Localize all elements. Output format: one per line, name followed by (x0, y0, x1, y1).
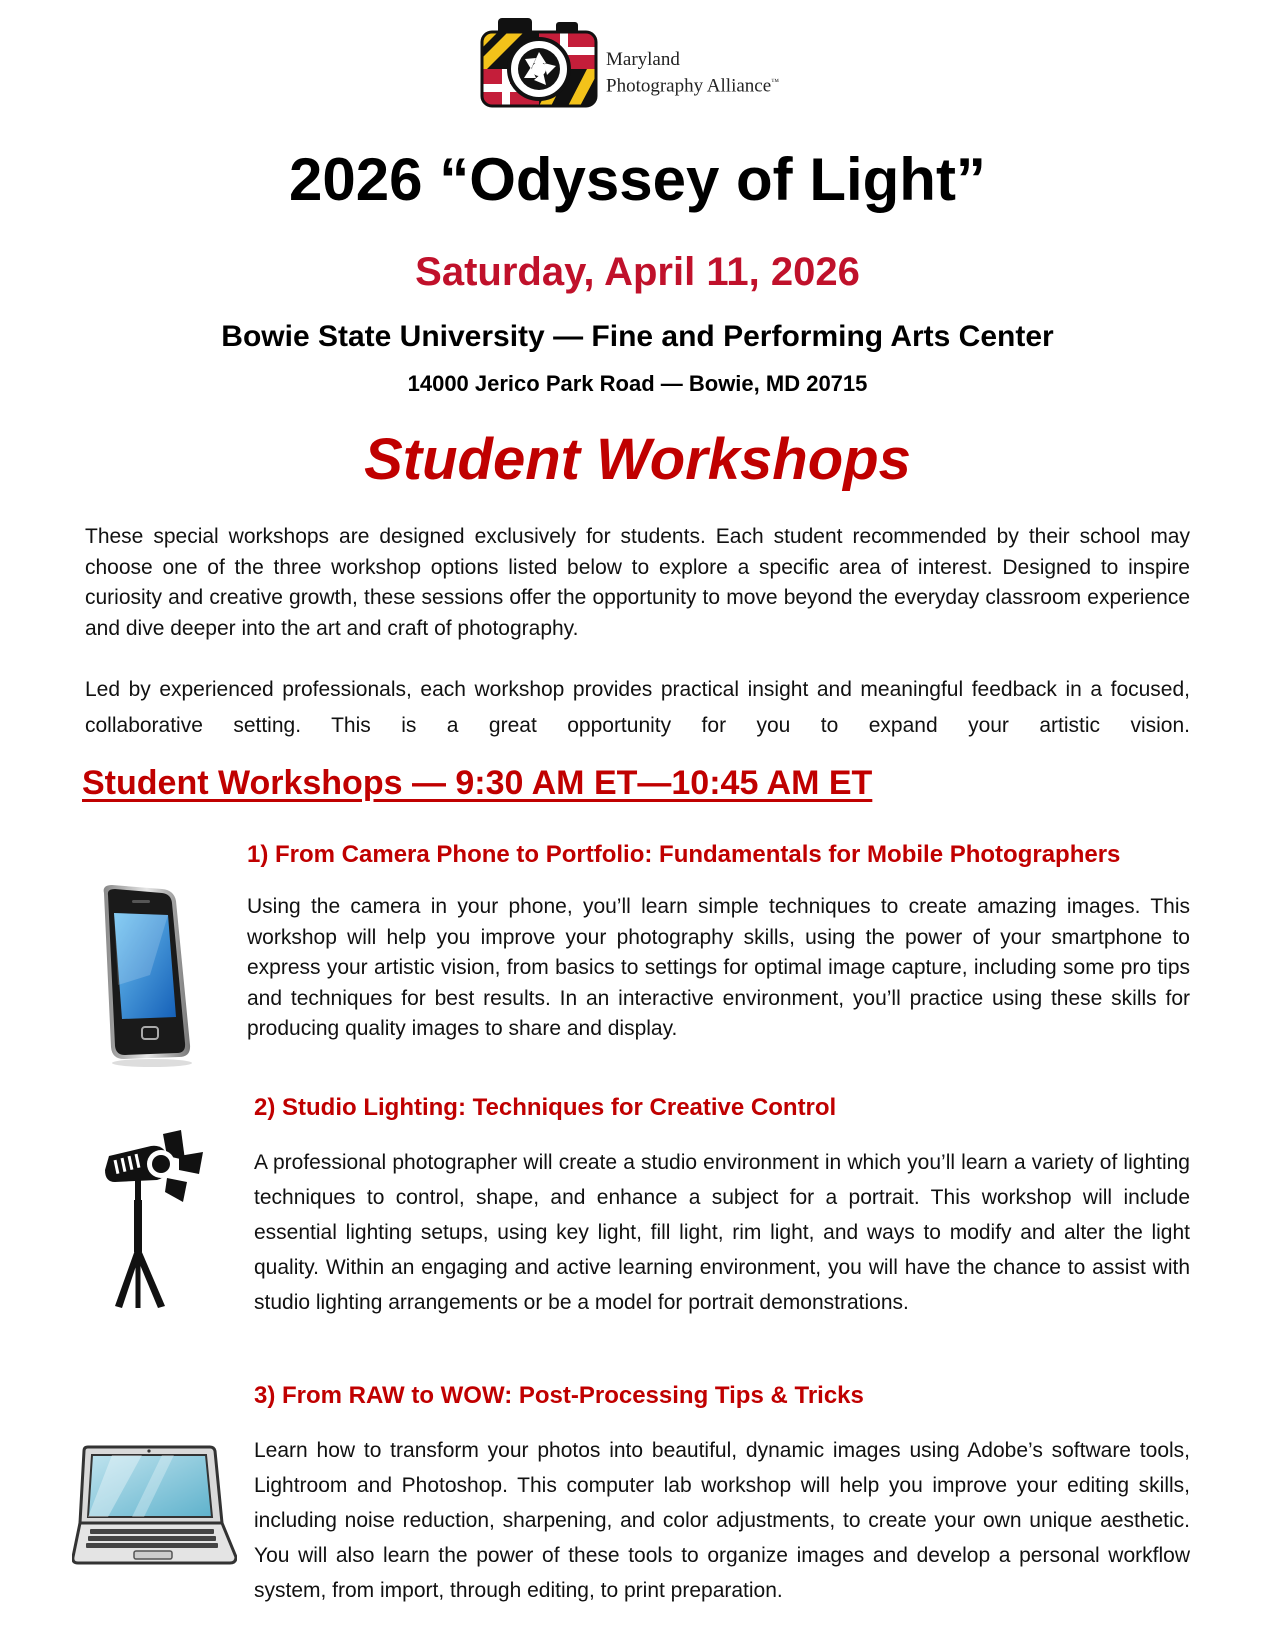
logo-line-2 (606, 71, 779, 97)
logo-wordmark (606, 49, 779, 97)
event-date: Saturday, April 11, 2026 (415, 250, 860, 294)
studio-light-icon (105, 1130, 205, 1310)
intro-paragraph-1: These special workshops are designed exclusively for students. Each student recommended by their school may choose one of the three workshop options listed below to explore a specific area of interest. Designed to inspire curiosity and creative growth, these sessions offer the opportunity to move beyond the everyday classroom experience and dive deeper into the art and craft of photography. (85, 525, 1190, 640)
workshop-2-description: A professional photographer will create a studio environment in which you’ll learn a variety of lighting techniques to control, shape, and enhance a subject for a portrait. This workshop will include essential lighting setups, using key light, fill light, rim light, and ways to modify and alter the light quality. Within an engaging and active learning environment, you will have the chance to assist with studio lighting arrangements or be a model for portrait demonstrations. (254, 1151, 1190, 1314)
schedule-heading: Student Workshops — 9:30 AM ET—10:45 AM ET (82, 764, 873, 802)
logo-line-1: Maryland (606, 49, 680, 70)
workshop-1-description: Using the camera in your phone, you’ll learn simple techniques to create amazing images. This workshop will help you improve your photography skills, using the power of your smartphone to express your artistic vision, from basics to settings for optimal image capture, including some pro tips and techniques for best results. In an interactive environment, you’ll practice using these skills for producing quality images to share and display. (247, 895, 1190, 1040)
smartphone-icon (90, 885, 205, 1070)
event-venue: Bowie State University — Fine and Performing Arts Center (221, 320, 1054, 353)
event-title: 2026 “Odyssey of Light” (289, 146, 986, 213)
camera-logo-icon (478, 14, 602, 110)
laptop-icon (72, 1445, 237, 1567)
section-title: Student Workshops (364, 427, 911, 492)
event-address: 14000 Jerico Park Road — Bowie, MD 20715 (407, 371, 868, 396)
logo-line-2-text: Photography Alliance (606, 75, 772, 97)
workshop-3-description: Learn how to transform your photos into beautiful, dynamic images using Adobe’s software tools, Lightroom and Photoshop. This computer lab workshop will help you improve your editing skills, including noise reduction, sharpening, and color adjustments, to create your own unique aesthetic. You will also learn the power of these tools to organize images and develop a personal workflow system, from import, through editing, to print preparation. (254, 1439, 1190, 1602)
workshop-1-title: 1) From Camera Phone to Portfolio: Fundamentals for Mobile Photographers (247, 841, 1121, 868)
intro-paragraph-2: Led by experienced professionals, each workshop provides practical insight and meaningful feedback in a focused, collaborative setting. This is a great opportunity for you to expand your artistic vision. (85, 678, 1190, 737)
trademark-mark: ™ (771, 77, 780, 86)
workshop-3-title: 3) From RAW to WOW: Post-Processing Tips & Tricks (254, 1382, 864, 1409)
workshop-2-title: 2) Studio Lighting: Techniques for Creative Control (254, 1094, 837, 1121)
logo (478, 14, 818, 110)
